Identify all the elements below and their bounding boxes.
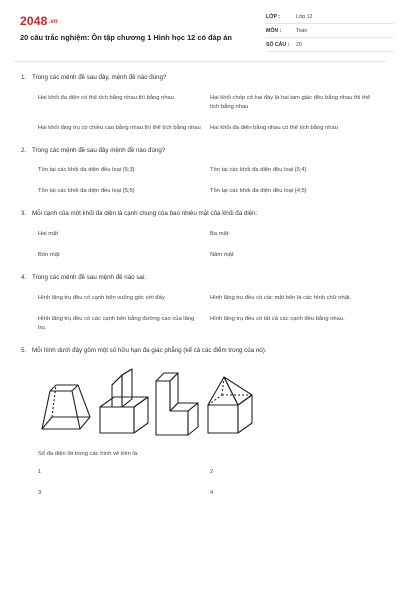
meta-key: LỚP :: [266, 13, 281, 20]
meta-key: SỐ CÂU :: [266, 41, 290, 48]
answer-option-b[interactable]: 2: [210, 469, 214, 476]
meta-key: MÔN :: [266, 27, 282, 34]
answer-option-b[interactable]: Tồn tại các khối đa diện đều loại {5;4}: [210, 167, 307, 174]
question-text: Mỗi cạnh của một khối đa diện là cạnh chung của bao nhiêu mặt của khối đa diện:: [32, 210, 258, 218]
box-with-slant-drawing: [100, 369, 148, 433]
answer-option-a[interactable]: Hai mặt: [38, 230, 58, 237]
answer-option-a[interactable]: Tồn tại các khối đa diện đều loại {5;3}: [38, 167, 135, 174]
answer-option-c[interactable]: Hình lăng trụ đều có các cạnh bên bằng đường cao của lăng trụ.: [38, 315, 195, 331]
question-1: [14, 74, 386, 133]
document-header: [14, 0, 386, 62]
answer-options: [14, 294, 386, 333]
question-list: [14, 74, 386, 512]
question-number: 1.: [21, 74, 27, 81]
house-polyhedron-drawing: [208, 377, 252, 433]
answer-option-a[interactable]: 1: [38, 469, 42, 476]
question-text: Mỗi hình dưới đây gồm một số hữu hạn đa giác phẳng (kể cả các điểm trong của nó).: [32, 346, 267, 354]
meta-value: Lớp 12: [296, 13, 313, 20]
answer-option-b[interactable]: Hình lăng trụ đều có các mặt bên là các hình chữ nhật.: [210, 294, 352, 301]
question-3: [14, 210, 386, 260]
answer-option-d[interactable]: Năm mặt: [210, 251, 234, 258]
question-number: 3.: [21, 210, 27, 218]
meta-row-count: [266, 38, 394, 52]
answer-options: [14, 230, 386, 260]
question-text: Trong các mệnh đề sau đây, mệnh đề nào đúng?: [32, 74, 167, 81]
meta-value: Toán: [296, 27, 308, 34]
logo-domain: .vn: [48, 18, 58, 25]
l-shape-drawing: [156, 373, 198, 435]
polyhedra-figure: [14, 367, 386, 441]
question-5: [14, 347, 386, 499]
meta-row-subject: [266, 24, 394, 38]
question-text: Trong các mệnh đề sau đây mệnh đề nào đúng?: [32, 146, 166, 154]
question-2: [14, 147, 386, 197]
document-title: 20 câu trắc nghiệm: Ôn tập chương 1 Hình học 12 có đáp án: [20, 33, 232, 42]
meta-value: 20: [296, 41, 302, 48]
answer-option-c[interactable]: Bốn mặt: [38, 251, 60, 258]
question-number: 5.: [21, 346, 27, 354]
answer-option-a[interactable]: Hai khối đa diện có thể tích bằng nhau thì bằng nhau: [38, 94, 175, 101]
meta-info: [266, 10, 394, 52]
answer-option-d[interactable]: 4: [210, 490, 214, 497]
question-number: 4.: [21, 273, 27, 281]
answer-option-a[interactable]: Hình lăng trụ đều có cạnh bên vuông góc với đáy.: [38, 294, 166, 301]
polyhedra-drawings: [38, 367, 268, 441]
answer-options: [14, 166, 386, 196]
question-4: [14, 274, 386, 333]
answer-option-b[interactable]: Ba mặt: [210, 230, 229, 237]
answer-option-b[interactable]: Hai khối chóp có hai đáy là hai tam giác đều bằng nhau thì thể tích bằng nhau: [210, 94, 371, 110]
site-logo[interactable]: [20, 14, 58, 28]
meta-row-class: [266, 10, 394, 24]
answer-option-c[interactable]: Tồn tại các khối đa diện đều loại {5;5}: [38, 188, 135, 195]
answer-option-c[interactable]: 3: [38, 490, 42, 497]
answer-option-d[interactable]: Hai khối đa diện bằng nhau có thể tích bằng nhau: [210, 124, 338, 131]
frustum-drawing: [42, 385, 90, 429]
answer-option-c[interactable]: Hai khối lăng trụ có chiều cao bằng nhau thì thể tích bằng nhau: [38, 124, 201, 131]
answer-options: [14, 94, 386, 133]
logo-text: 2048: [20, 14, 48, 28]
answer-option-d[interactable]: Tồn tại các khối đa diện đều loại {4;5}: [210, 188, 307, 195]
answer-options: [14, 468, 386, 498]
question-text: Trong các mệnh đề sau mệnh đề nào sai:: [32, 273, 146, 281]
sub-question-text: Số đa diện lồi trong các hình vẽ trên là:: [38, 451, 139, 458]
question-number: 2.: [21, 146, 27, 154]
answer-option-d[interactable]: Hình lăng trụ đều có tất cả các cạnh đều bằng nhau.: [210, 315, 345, 322]
